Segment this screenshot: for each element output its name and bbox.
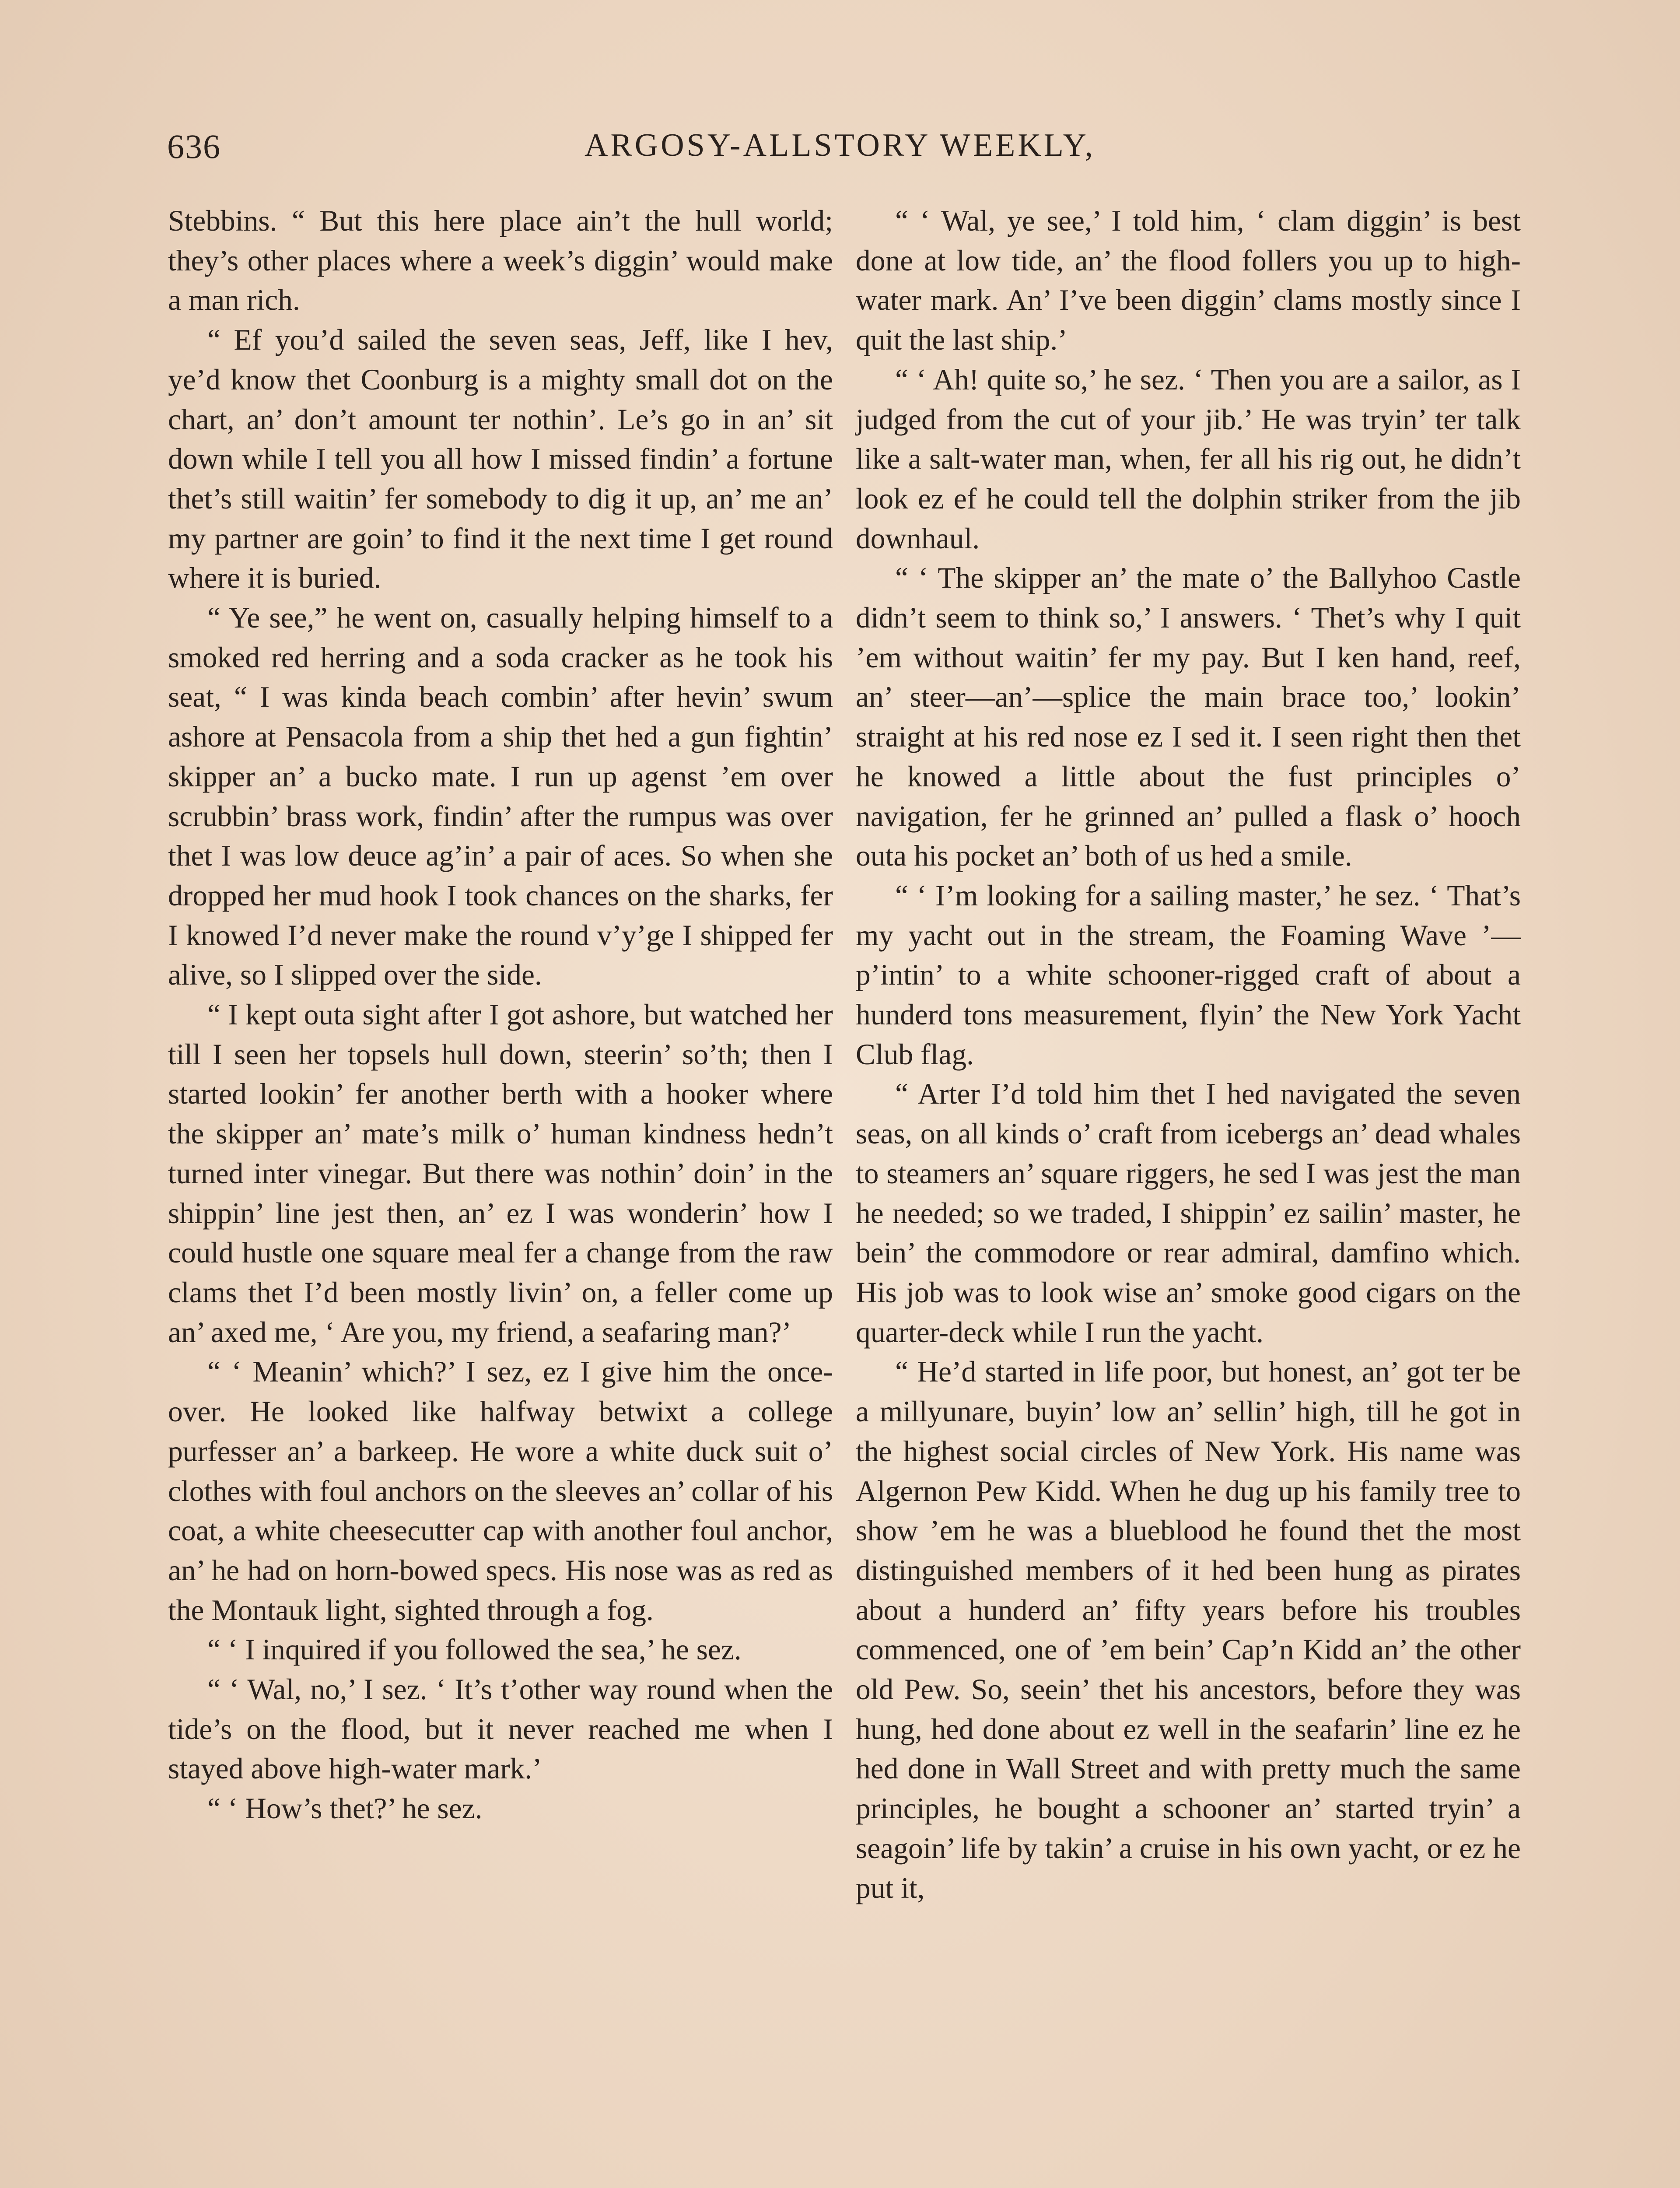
paragraph: “ ‘ Meanin’ which?’ I sez, ez I give him the once-over. He looked like halfway betwixt a college purfesser an’ a barkeep. He wore a white duck suit o’ clothes with foul anchors on the sleeves an’ collar of his coat, a white cheesecutter cap with another foul anchor, an’ he had on horn-bowed specs. His nose was as red as the Montauk light, sighted through a fog. bbox=[168, 1355, 833, 1627]
running-title: ARGOSY-ALLSTORY WEEKLY, bbox=[584, 127, 1096, 163]
paragraph: “ I kept outa sight after I got ashore, but watched her till I seen her topsels hull down, steerin’ so’th; then I started lookin’ fer another berth with a hooker where the skipper an’ mate’s milk o’ human kindness hedn’t turned inter vinegar. But there was nothin’ doin’ in the shippin’ line jest then, an’ ez I was wonderin’ how I could hustle one square meal fer a change from the raw clams thet I’d been mostly livin’ on, a feller come up an’ axed me, ‘ Are you, my friend, a seafaring man?’ bbox=[168, 998, 833, 1349]
paragraph: “ ‘ Wal, ye see,’ I told him, ‘ clam diggin’ is best done at low tide, an’ the flood follers you up to high-water mark. An’ I’ve been diggin’ clams mostly since I quit the last ship.’ bbox=[856, 204, 1521, 357]
paragraph: “ Ye see,” he went on, casually helping himself to a smoked red herring and a soda cracker as he took his seat, “ I was kinda beach combin’ after hevin’ swum ashore at Pensacola from a ship thet hed a gun fightin’ skipper an’ a bucko mate. I run up agenst ’em over scrubbin’ brass work, findin’ after the rumpus was over thet I was low deuce ag’in’ a pair of aces. So when she dropped her mud hook I took chances on the sharks, fer I knowed I’d never make the round v’y’ge I shipped fer alive, so I slipped over the side. bbox=[168, 601, 833, 992]
right-column bbox=[856, 201, 1521, 1908]
left-column bbox=[168, 201, 833, 1829]
paragraph: “ ‘ The skipper an’ the mate o’ the Ballyhoo Castle didn’t seem to think so,’ I answers. ‘ Thet’s why I quit ’em without waitin’ fer my pay. But I ken hand, reef, an’ steer—an’—splice the main brace too,’ lookin’ straight at his red nose ez I sed it. I seen right then thet he knowed a little about the fust principles o’ navigation, fer he grinned an’ pulled a flask o’ hooch outa his pocket an’ both of us hed a smile. bbox=[856, 561, 1521, 873]
page-number: 636 bbox=[167, 127, 221, 165]
paragraph: “ ‘ I inquired if you followed the sea,’ he sez. bbox=[207, 1633, 742, 1666]
paragraph: “ ‘ I’m looking for a sailing master,’ he sez. ‘ That’s my yacht out in the stream, the Foaming Wave ’—p’intin’ to a white schooner-rigged craft of about a hunderd tons measurement, flyin’ the New York Yacht Club flag. bbox=[856, 879, 1521, 1071]
paragraph: “ ‘ How’s thet?’ he sez. bbox=[207, 1792, 483, 1825]
paragraph: “ He’d started in life poor, but honest, an’ got ter be a millyunare, buyin’ low an’ sellin’ high, till he got in the highest social circles of New York. His name was Algernon Pew Kidd. When he dug up his family tree to show ’em he was a blueblood he found thet the most distinguished members of it hed been hung as pirates about a hunderd an’ fifty years before his troubles commenced, one of ’em bein’ Cap’n Kidd an’ the other old Pew. So, seein’ thet his ancestors, before they was hung, hed done about ez well in the seafarin’ line ez he hed done in Wall Street and with pretty much the same principles, he bought a schooner an’ started tryin’ a seagoin’ life by takin’ a cruise in his own yacht, or ez he put it, bbox=[856, 1355, 1521, 1904]
paragraph: “ Arter I’d told him thet I hed navigated the seven seas, on all kinds o’ craft from icebergs an’ dead whales to steamers an’ square riggers, he sed I was jest the man he needed; so we traded, I shippin’ ez sailin’ master, he bein’ the commodore or rear admiral, damfino which. His job was to look wise an’ smoke good cigars on the quarter-deck while I run the yacht. bbox=[856, 1077, 1521, 1349]
paragraph: “ ‘ Ah! quite so,’ he sez. ‘ Then you are a sailor, as I judged from the cut of your jib.’ He was tryin’ ter talk like a salt-water man, when, fer all his rig out, he didn’t look ez ef he could tell the dolphin striker from the jib downhaul. bbox=[856, 363, 1521, 555]
paragraph: “ Ef you’d sailed the seven seas, Jeff, like I hev, ye’d know thet Coonburg is a mighty small dot on the chart, an’ don’t amount ter nothin’. Le’s go in an’ sit down while I tell you all how I missed findin’ a fortune thet’s still waitin’ fer somebody to dig it up, an’ me an’ my partner are goin’ to find it the next time I get round where it is buried. bbox=[168, 323, 833, 595]
paragraph: “ ‘ Wal, no,’ I sez. ‘ It’s t’other way round when the tide’s on the flood, but it never reached me when I stayed above high-water mark.’ bbox=[168, 1673, 833, 1785]
paragraph: Stebbins. “ But this here place ain’t the hull world; they’s other places where a week’s diggin’ would make a man rich. bbox=[168, 204, 833, 317]
page-header bbox=[158, 127, 1522, 175]
